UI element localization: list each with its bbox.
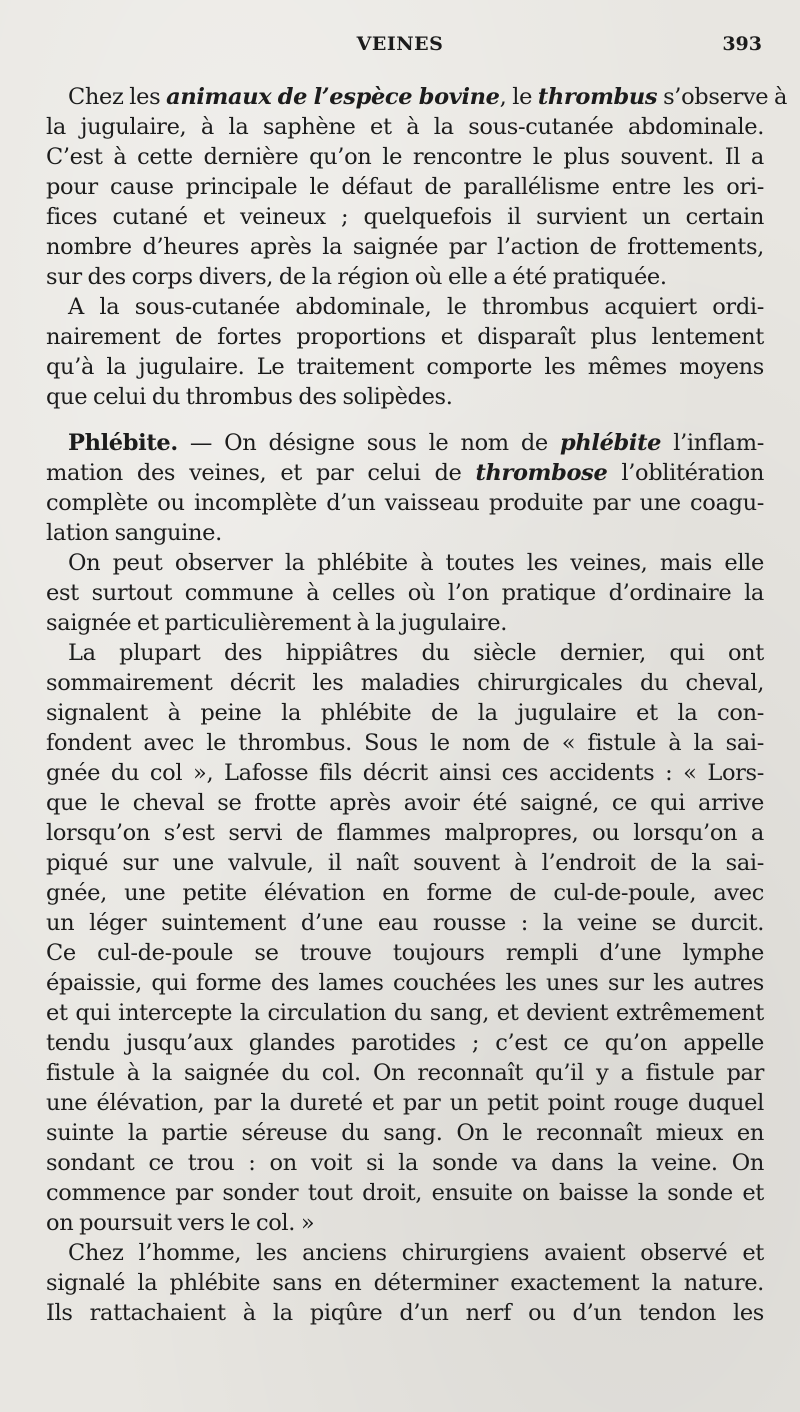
- text-line: A la sous-cutanée abdominale, le thrombus acquiert ordi-: [68, 294, 764, 320]
- text-line: saignée et particulièrement à la jugulaire.: [46, 610, 508, 636]
- text-line: On peut observer la phlébite à toutes les veines, mais elle: [68, 550, 764, 576]
- text-line: gnée du col », Lafosse fils décrit ainsi ces accidents : « Lors-: [46, 760, 764, 786]
- text-line: C’est à cette dernière qu’on le rencontre le plus souvent. Il a: [46, 144, 764, 170]
- text-line: Chez l’homme, les anciens chirurgiens avaient observé et: [68, 1240, 764, 1266]
- text-line: sondant ce trou : on voit si la sonde va dans la veine. On: [46, 1150, 764, 1176]
- text-line: sur des corps divers, de la région où elle a été pratiquée.: [46, 264, 667, 290]
- text-line: nombre d’heures après la saignée par l’action de frottements,: [46, 234, 764, 260]
- text-line: épaissie, qui forme des lames couchées les unes sur les autres: [46, 970, 764, 996]
- text-line: on poursuit vers le col. »: [46, 1210, 315, 1236]
- text-line: un léger suintement d’une eau rousse : la veine se durcit.: [46, 910, 764, 936]
- text-line: qu’à la jugulaire. Le traitement comporte les mêmes moyens: [46, 354, 764, 380]
- text-line: Chez les animaux de l’espèce bovine, le thrombus s’observe à: [68, 84, 788, 110]
- text-line: La plupart des hippiâtres du siècle dernier, qui ont: [68, 640, 764, 666]
- italic-term: phlébite: [559, 430, 662, 456]
- text-line: Ils rattachaient à la piqûre d’un nerf ou d’un tendon les: [46, 1300, 764, 1326]
- text-line: et qui intercepte la circulation du sang, et devient extrêmement: [46, 1000, 764, 1026]
- text-line: sommairement décrit les maladies chirurgicales du cheval,: [46, 670, 764, 696]
- text-line: piqué sur une valvule, il naît souvent à l’endroit de la sai-: [46, 850, 764, 876]
- text-line: Phlébite. — On désigne sous le nom de phlébite l’inflam-: [68, 430, 764, 456]
- text-line: une élévation, par la dureté et par un petit point rouge duquel: [46, 1090, 764, 1116]
- text-line: signalent à peine la phlébite de la jugulaire et la con-: [46, 700, 764, 726]
- text-line: fistule à la saignée du col. On reconnaît qu’il y a fistule par: [46, 1060, 764, 1086]
- text-line: la jugulaire, à la saphène et à la sous-cutanée abdominale.: [46, 114, 764, 140]
- text-line: gnée, une petite élévation en forme de cul-de-poule, avec: [46, 880, 764, 906]
- body-text: [46, 82, 788, 1328]
- text-line: signalé la phlébite sans en déterminer exactement la nature.: [46, 1270, 764, 1296]
- text-line: complète ou incomplète d’un vaisseau produite par une coagu-: [46, 490, 764, 516]
- text-line: que le cheval se frotte après avoir été saigné, ce qui arrive: [46, 790, 764, 816]
- text-line: est surtout commune à celles où l’on pratique d’ordinaire la: [46, 580, 764, 606]
- text-line: nairement de fortes proportions et disparaît plus lentement: [46, 324, 764, 350]
- text-line: pour cause principale le défaut de parallélisme entre les ori-: [46, 174, 764, 200]
- text-line: fondent avec le thrombus. Sous le nom de « fistule à la sai-: [46, 730, 764, 756]
- page-header: [0, 30, 800, 60]
- italic-term: thrombus: [537, 84, 658, 110]
- text-line: lorsqu’on s’est servi de flammes malpropres, ou lorsqu’on a: [46, 820, 764, 846]
- italic-term: animaux de l’espèce bovine: [166, 84, 500, 110]
- text-line: suinte la partie séreuse du sang. On le reconnaît mieux en: [46, 1120, 764, 1146]
- text-line: mation des veines, et par celui de thrombose l’oblitération: [46, 460, 764, 486]
- text-line: fices cutané et veineux ; quelquefois il survient un certain: [46, 204, 764, 230]
- text-line: Ce cul-de-poule se trouve toujours rempli d’une lymphe: [46, 940, 764, 966]
- text-line: tendu jusqu’aux glandes parotides ; c’est ce qu’on appelle: [46, 1030, 764, 1056]
- page-number: 393: [722, 33, 762, 55]
- paragraph-gap: [46, 412, 764, 428]
- running-title: VEINES: [356, 33, 444, 55]
- section-heading: Phlébite.: [68, 430, 178, 456]
- italic-term: thrombose: [475, 460, 608, 486]
- text-line: lation sanguine.: [46, 520, 222, 546]
- text-line: que celui du thrombus des solipèdes.: [46, 384, 453, 410]
- text-line: commence par sonder tout droit, ensuite on baisse la sonde et: [46, 1180, 764, 1206]
